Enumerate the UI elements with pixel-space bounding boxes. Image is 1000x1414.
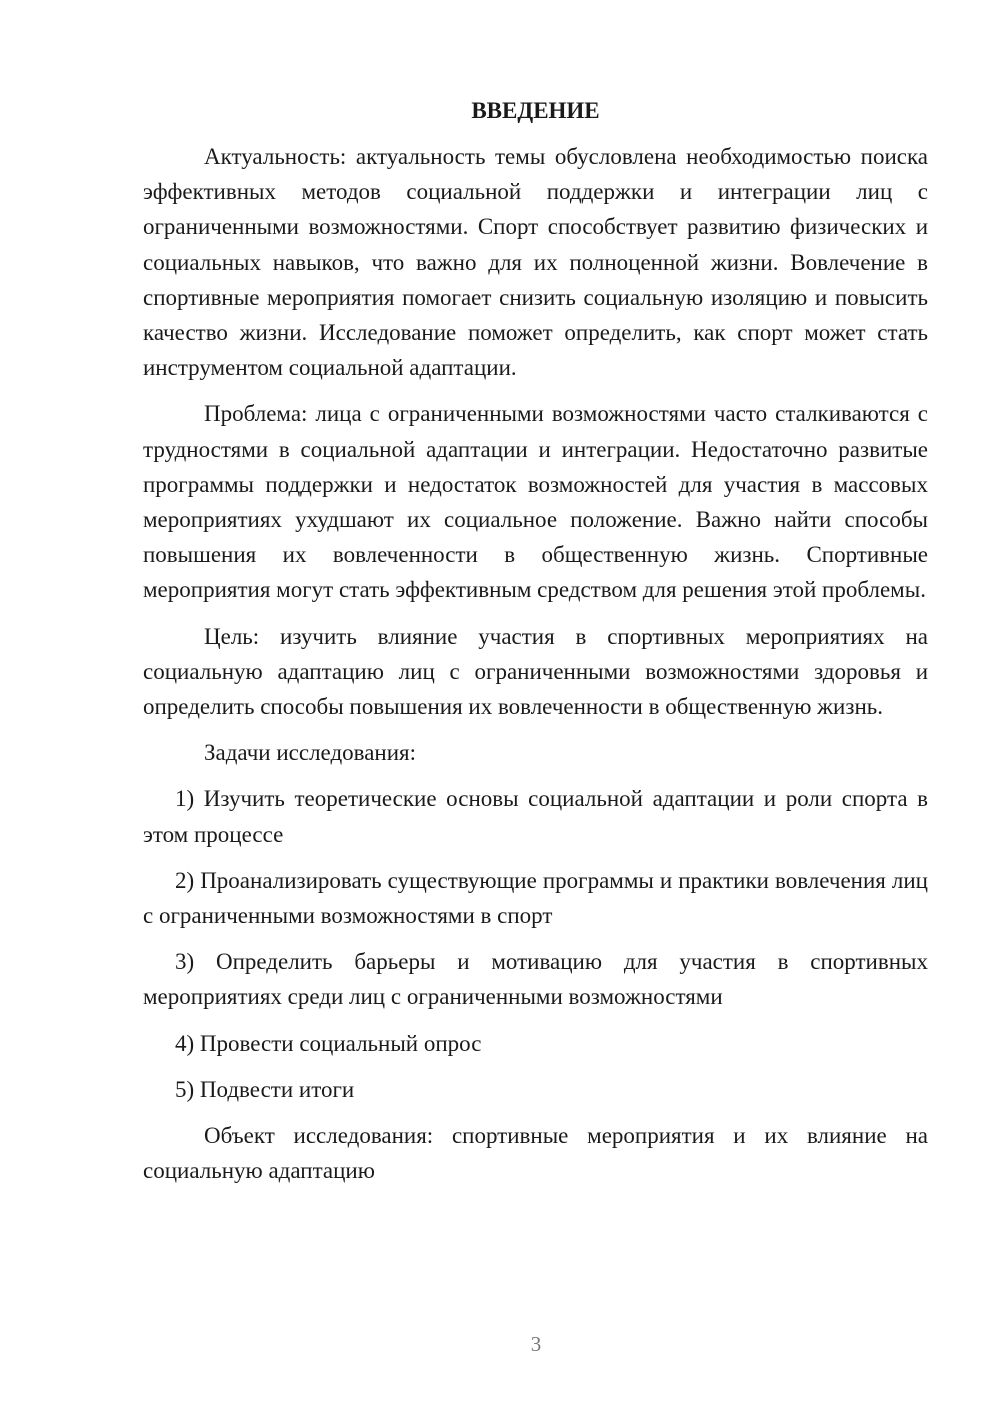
tasks-heading: Задачи исследования:: [204, 740, 417, 766]
problem-paragraph: Проблема: лица с ограниченными возможностями часто сталкиваются с трудностями в социальной адаптации и интеграции. Недостаточно развитые программы поддержки и недостаток возможностей для участия в массовых мероприятиях ухудшают их социальное положение. Важно найти способы повышения их вовлеченности в общественную жизнь. Спортивные мероприятия могут стать эффективным средством для решения этой проблемы.: [143, 401, 928, 603]
task-item: 1) Изучить теоретические основы социальной адаптации и роли спорта в этом процессе: [143, 786, 928, 847]
page-content: [143, 95, 928, 1199]
relevance-paragraph: Актуальность: актуальность темы обусловлена необходимостью поиска эффективных методов социальной поддержки и интеграции лиц с ограниченными возможностями. Спорт способствует развитию физических и социальных навыков, что важно для их полноценной жизни. Вовлечение в спортивные мероприятия помогает снизить социальную изоляцию и повысить качество жизни. Исследование поможет определить, как спорт может стать инструментом социальной адаптации.: [143, 144, 928, 381]
task-item: 5) Подвести итоги: [175, 1076, 355, 1102]
page-number: 3: [530, 1332, 542, 1356]
task-item: 2) Проанализировать существующие программы и практики вовлечения лиц с ограниченными возможностями в спорт: [143, 867, 928, 929]
section-title: ВВЕДЕНИЕ: [471, 98, 600, 123]
object-paragraph: Объект исследования: спортивные мероприятия и их влияние на социальную адаптацию: [143, 1123, 928, 1184]
goal-paragraph: Цель: изучить влияние участия в спортивных мероприятиях на социальную адаптацию лиц с ограниченными возможностями здоровья и определить способы повышения их вовлеченности в общественную жизнь.: [143, 623, 928, 720]
task-item: 3) Определить барьеры и мотивацию для участия в спортивных мероприятиях среди лиц с ограниченными возможностями: [143, 949, 928, 1010]
task-item: 4) Провести социальный опрос: [175, 1030, 482, 1056]
